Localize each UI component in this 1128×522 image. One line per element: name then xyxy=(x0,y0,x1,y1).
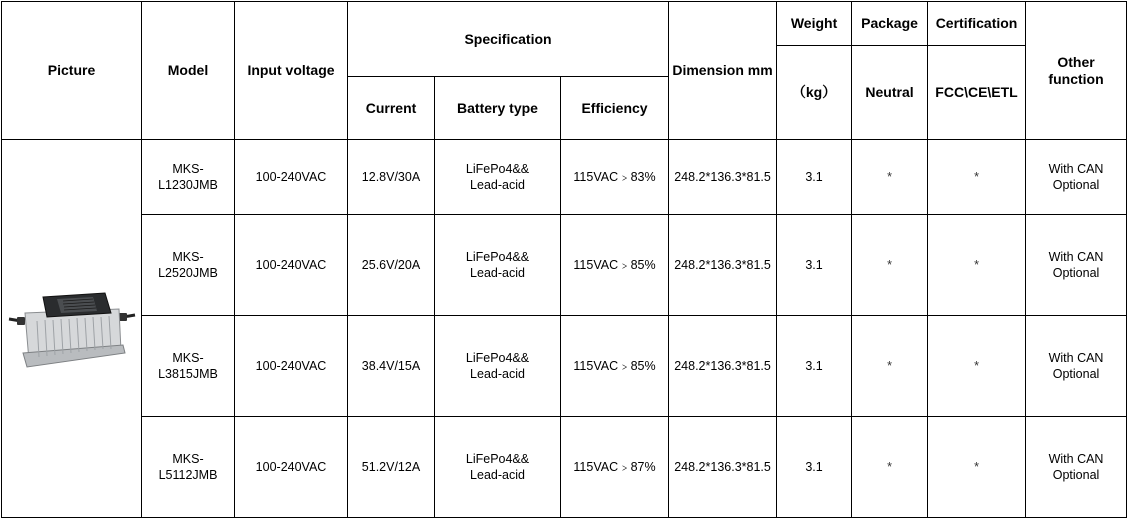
cell-package: * xyxy=(852,140,928,215)
cell-dimension: 248.2*136.3*81.5 xyxy=(669,215,777,316)
battery-line1: LiFePo4&& xyxy=(465,162,530,176)
cell-efficiency: 115VAC﹥85% xyxy=(561,215,669,316)
header-battery-type: Battery type xyxy=(435,77,561,140)
cell-package: * xyxy=(852,417,928,518)
header-weight: Weight xyxy=(777,2,852,46)
other-line1: With CAN xyxy=(1048,351,1104,365)
other-line1: With CAN xyxy=(1048,452,1104,466)
cell-weight: 3.1 xyxy=(777,417,852,518)
cell-other-function xyxy=(1026,417,1127,518)
battery-line1: LiFePo4&& xyxy=(465,351,530,365)
cell-dimension: 248.2*136.3*81.5 xyxy=(669,140,777,215)
header-other-function-line1: Other xyxy=(1057,53,1095,70)
cell-model xyxy=(142,140,235,215)
header-other-function-line2: function xyxy=(1048,70,1104,87)
header-row-1 xyxy=(2,2,1127,46)
cell-dimension: 248.2*136.3*81.5 xyxy=(669,417,777,518)
cell-efficiency: 115VAC﹥87% xyxy=(561,417,669,518)
cell-model xyxy=(142,417,235,518)
table-row xyxy=(2,316,1127,417)
header-specification: Specification xyxy=(348,2,669,77)
table-row xyxy=(2,417,1127,518)
header-other-function xyxy=(1026,2,1127,140)
cell-weight: 3.1 xyxy=(777,215,852,316)
other-line2: Optional xyxy=(1052,266,1100,280)
other-line1: With CAN xyxy=(1048,250,1104,264)
cell-efficiency: 115VAC﹥83% xyxy=(561,140,669,215)
cell-current: 51.2V/12A xyxy=(348,417,435,518)
header-picture: Picture xyxy=(2,2,142,140)
battery-line2: Lead-acid xyxy=(470,178,525,192)
model-line1: MKS- xyxy=(172,452,204,466)
header-efficiency: Efficiency xyxy=(561,77,669,140)
cell-weight: 3.1 xyxy=(777,140,852,215)
other-line2: Optional xyxy=(1052,468,1100,482)
cell-input-voltage: 100-240VAC xyxy=(235,316,348,417)
other-line2: Optional xyxy=(1052,178,1100,192)
cell-model xyxy=(142,215,235,316)
header-weight-unit: （kg） xyxy=(777,46,852,140)
cell-current: 12.8V/30A xyxy=(348,140,435,215)
spec-table xyxy=(1,1,1127,518)
table-row xyxy=(2,215,1127,316)
header-package: Package xyxy=(852,2,928,46)
model-line2: L5112JMB xyxy=(158,468,218,482)
cell-other-function xyxy=(1026,316,1127,417)
model-line2: L2520JMB xyxy=(158,266,218,280)
cell-certification: * xyxy=(928,316,1026,417)
product-picture-cell xyxy=(2,140,142,518)
cell-current: 25.6V/20A xyxy=(348,215,435,316)
header-package-value: Neutral xyxy=(852,46,928,140)
header-model: Model xyxy=(142,2,235,140)
charger-product-image xyxy=(7,283,137,375)
cell-package: * xyxy=(852,316,928,417)
model-line2: L3815JMB xyxy=(158,367,218,381)
cell-current: 38.4V/15A xyxy=(348,316,435,417)
header-dimension: Dimension mm xyxy=(669,2,777,140)
model-line1: MKS- xyxy=(172,162,204,176)
cell-input-voltage: 100-240VAC xyxy=(235,215,348,316)
battery-line2: Lead-acid xyxy=(470,367,525,381)
cell-other-function xyxy=(1026,215,1127,316)
model-line1: MKS- xyxy=(172,250,204,264)
header-certification-value: FCC\CE\ETL xyxy=(928,46,1026,140)
cell-input-voltage: 100-240VAC xyxy=(235,417,348,518)
other-line2: Optional xyxy=(1052,367,1100,381)
other-line1: With CAN xyxy=(1048,162,1104,176)
cell-package: * xyxy=(852,215,928,316)
cell-certification: * xyxy=(928,417,1026,518)
battery-line2: Lead-acid xyxy=(470,468,525,482)
model-line2: L1230JMB xyxy=(158,178,218,192)
header-input-voltage: Input voltage xyxy=(235,2,348,140)
battery-line1: LiFePo4&& xyxy=(465,452,530,466)
cell-dimension: 248.2*136.3*81.5 xyxy=(669,316,777,417)
cell-battery-type xyxy=(435,140,561,215)
cell-certification: * xyxy=(928,215,1026,316)
header-current: Current xyxy=(348,77,435,140)
cell-battery-type xyxy=(435,215,561,316)
cell-battery-type xyxy=(435,417,561,518)
battery-line1: LiFePo4&& xyxy=(465,250,530,264)
cell-other-function xyxy=(1026,140,1127,215)
header-certification: Certification xyxy=(928,2,1026,46)
model-line1: MKS- xyxy=(172,351,204,365)
cell-input-voltage: 100-240VAC xyxy=(235,140,348,215)
cell-efficiency: 115VAC﹥85% xyxy=(561,316,669,417)
cell-battery-type xyxy=(435,316,561,417)
cell-model xyxy=(142,316,235,417)
battery-line2: Lead-acid xyxy=(470,266,525,280)
cell-certification: * xyxy=(928,140,1026,215)
table-row xyxy=(2,140,1127,215)
cell-weight: 3.1 xyxy=(777,316,852,417)
